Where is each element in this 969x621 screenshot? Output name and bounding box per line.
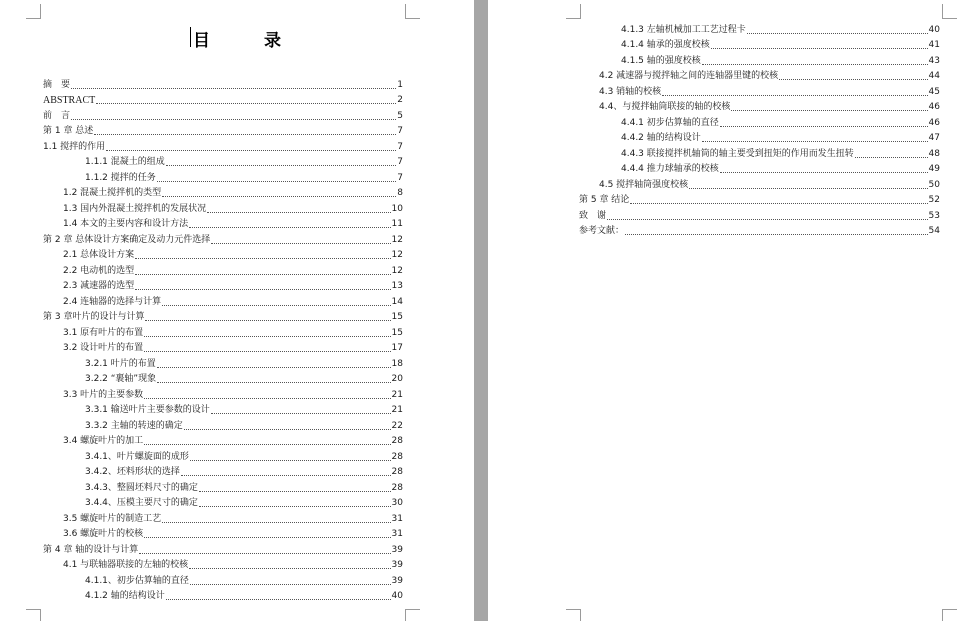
toc-entry[interactable] [43, 339, 403, 355]
toc-dot-leader [157, 382, 390, 383]
toc-entry[interactable] [43, 370, 403, 386]
toc-entry-page: 28 [391, 436, 403, 446]
crop-mark-top-left [566, 4, 581, 19]
toc-entry[interactable] [43, 106, 403, 122]
toc-dot-leader [106, 150, 396, 151]
toc-entry-page: 15 [391, 327, 403, 338]
toc-entry-page: 13 [391, 281, 403, 291]
toc-entry[interactable] [43, 540, 403, 556]
toc-entry-page: 39 [391, 544, 403, 555]
toc-dot-leader [162, 522, 390, 523]
toc-dot-leader [144, 398, 390, 399]
toc-entry-title: 3.2.1 叶片的布置 [85, 358, 156, 369]
toc-dot-leader [702, 141, 928, 142]
toc-entry[interactable] [579, 175, 940, 191]
toc-entry[interactable] [579, 144, 940, 160]
toc-entry-title: 4.1.3 左轴机械加工工艺过程卡 [621, 24, 746, 35]
toc-entry-title: 第 5 章 结论 [579, 195, 630, 205]
toc-entry[interactable] [579, 98, 940, 114]
toc-entry-title: 3.4.2、坯料形状的选择 [85, 467, 180, 477]
toc-entry[interactable] [579, 129, 940, 145]
toc-dot-leader [190, 584, 391, 585]
toc-entry-title: 第 4 章 轴的设计与计算 [43, 544, 139, 555]
toc-entry-title: 2.2 电动机的选型 [63, 265, 135, 276]
toc-dot-leader [144, 351, 390, 352]
toc-entry-page: 22 [391, 420, 403, 431]
toc-entry[interactable] [43, 215, 403, 231]
toc-dot-leader [189, 227, 390, 228]
toc-entry-title: 4.4.2 轴的结构设计 [621, 133, 701, 143]
toc-dot-leader [211, 413, 391, 414]
toc-dot-leader [162, 196, 396, 197]
toc-entry-title: 参考文献： [579, 226, 625, 236]
toc-entry-title: 3.3.1 输送叶片主要参数的设计 [85, 405, 210, 415]
toc-entry-title: 4.2 减速器与搅拌轴之间的连轴器里键的校核 [599, 71, 779, 81]
toc-entry-page: 46 [928, 117, 940, 128]
toc-entry[interactable] [43, 463, 403, 479]
toc-entry-title: 致 谢 [579, 210, 607, 221]
toc-entry-title: 3.4.1、叶片螺旋面的成形 [85, 451, 189, 462]
toc-entry-title: 4.1.2 轴的结构设计 [85, 591, 165, 601]
toc-entry-page: 12 [391, 265, 403, 276]
toc-entry-title: 4.5 搅拌轴筒强度校核 [599, 179, 689, 190]
toc-entry-page: 46 [928, 102, 940, 112]
toc-entry-page: 50 [928, 179, 940, 190]
toc-entry[interactable] [43, 587, 403, 603]
toc-entry-page: 5 [397, 110, 403, 121]
toc-entry[interactable] [43, 137, 403, 153]
toc-entry-page: 12 [391, 250, 403, 260]
toc-entry-page: 31 [391, 513, 403, 524]
toc-entry[interactable] [43, 277, 403, 293]
toc-entry-page: 49 [928, 164, 940, 174]
toc-dot-leader [731, 110, 927, 111]
toc-entry-page: 15 [391, 312, 403, 322]
toc-dot-leader [145, 320, 390, 321]
crop-mark-bottom-left [26, 609, 41, 621]
toc-entry-page: 7 [397, 172, 403, 183]
toc-entry-title: 1.1.2 搅拌的任务 [85, 172, 156, 183]
toc-dot-leader [720, 126, 928, 127]
toc-entry-page: 7 [397, 141, 403, 152]
toc-dot-leader [720, 172, 928, 173]
toc-entry[interactable] [579, 67, 940, 83]
toc-entry-title: 3.4.3、整圆坯料尺寸的确定 [85, 482, 198, 493]
toc-entry-title: 3.1 原有叶片的布置 [63, 327, 144, 338]
toc-entry-title: 3.4.4、压模主要尺寸的确定 [85, 498, 198, 508]
toc-dot-leader [779, 79, 927, 80]
toc-entry-title: 第 2 章 总体设计方案确定及动力元件选择 [43, 234, 211, 245]
toc-dot-leader [199, 506, 391, 507]
toc-entry[interactable] [43, 184, 403, 200]
toc-entry[interactable] [43, 416, 403, 432]
toc-entry[interactable] [43, 199, 403, 215]
toc-entry-page: 17 [391, 343, 403, 353]
toc-entry[interactable] [579, 191, 940, 207]
toc-entry-page: 28 [391, 482, 403, 493]
crop-mark-top-left [26, 4, 41, 19]
toc-entry-title: 3.3.2 主轴的转速的确定 [85, 420, 183, 431]
toc-entry-title: 前 言 [43, 110, 71, 121]
toc-dot-leader [135, 289, 390, 290]
toc-entry-title: 2.1 总体设计方案 [63, 250, 135, 260]
toc-entry-title: 3.3 叶片的主要参数 [63, 389, 144, 400]
toc-entry-title: 第 1 章 总述 [43, 126, 94, 136]
toc-entry-title: 2.4 连轴器的选择与计算 [63, 296, 162, 307]
toc-entry[interactable] [43, 571, 403, 587]
toc-dot-leader [689, 188, 927, 189]
toc-entry-page: 41 [928, 40, 940, 50]
toc-entry-title: 摘 要 [43, 79, 71, 90]
toc-entry-page: 39 [391, 575, 403, 586]
toc-dot-leader [184, 429, 391, 430]
toc-dot-leader [207, 212, 390, 213]
toc-entry-title: 4.4.1 初步估算轴的直径 [621, 117, 719, 128]
crop-mark-bottom-left [566, 609, 581, 621]
toc-entry-title: 1.2 混凝土搅拌机的类型 [63, 188, 162, 198]
toc-entry[interactable] [43, 385, 403, 401]
toc-title: 目 录 [193, 31, 305, 51]
crop-mark-bottom-right [405, 609, 420, 621]
toc-entry[interactable] [579, 82, 940, 98]
toc-entry-title: 4.4.4 推力球轴承的校核 [621, 164, 719, 174]
toc-entry-title: 1.3 国内外混凝土搅拌机的发展状况 [63, 203, 207, 214]
toc-dot-leader [135, 258, 390, 259]
toc-entry-page: 20 [391, 374, 403, 384]
toc-entry[interactable] [43, 556, 403, 572]
toc-dot-leader [166, 599, 391, 600]
toc-dot-leader [162, 305, 390, 306]
toc-entry-title: 3.2 设计叶片的布置 [63, 343, 144, 353]
toc-entry[interactable] [43, 432, 403, 448]
toc-entry[interactable] [43, 308, 403, 324]
toc-entry-title: 3.6 螺旋叶片的校核 [63, 529, 144, 539]
toc-dot-leader [189, 568, 390, 569]
toc-entry[interactable] [43, 75, 403, 91]
toc-entry-title: 1.1.1 混凝土的组成 [85, 157, 165, 167]
crop-mark-top-right [942, 4, 957, 19]
toc-entry-page: 11 [391, 219, 403, 229]
toc-entry-page: 43 [928, 55, 940, 66]
toc-entry-page: 14 [391, 296, 403, 307]
document-page-right [488, 0, 969, 621]
toc-dot-leader [144, 537, 390, 538]
toc-entry-page: 39 [391, 560, 403, 570]
toc-entry[interactable] [43, 525, 403, 541]
toc-dot-leader [630, 203, 927, 204]
toc-entry-page: 28 [391, 451, 403, 462]
toc-dot-leader [747, 33, 928, 34]
toc-entry[interactable] [43, 122, 403, 138]
toc-entry-title: 4.1.5 轴的强度校核 [621, 55, 701, 66]
toc-entry[interactable] [579, 51, 940, 67]
toc-entry-page: 28 [391, 467, 403, 477]
toc-entry-title: 4.1 与联轴器联接的左轴的校核 [63, 560, 189, 570]
toc-entry-title: 4.4.3 联接搅拌机轴筒的轴主要受到扭矩的作用而发生扭转 [621, 148, 854, 159]
toc-entry-page: 48 [928, 148, 940, 159]
toc-entry-page: 8 [397, 188, 403, 198]
toc-dot-leader [855, 157, 928, 158]
toc-entry-page: 21 [391, 389, 403, 400]
toc-entry-title: 3.5 螺旋叶片的制造工艺 [63, 513, 162, 524]
toc-entry-page: 18 [391, 358, 403, 369]
toc-dot-leader [157, 367, 391, 368]
toc-entry-title: 3.4 螺旋叶片的加工 [63, 436, 144, 446]
toc-dot-leader [181, 475, 391, 476]
toc-entry[interactable] [43, 261, 403, 277]
toc-dot-leader [702, 64, 928, 65]
toc-entry[interactable] [43, 91, 403, 107]
toc-entry[interactable] [43, 401, 403, 417]
toc-entry[interactable] [43, 153, 403, 169]
toc-entry-page: 45 [928, 86, 940, 97]
toc-dot-leader [94, 134, 396, 135]
toc-entry-page: 12 [391, 234, 403, 245]
toc-dot-leader [607, 219, 928, 220]
toc-entry-title: 第 3 章叶片的设计与计算 [43, 312, 145, 322]
toc-entry[interactable] [43, 168, 403, 184]
toc-entry-page: 30 [391, 498, 403, 508]
toc-entry-title: 4.3 销轴的校核 [599, 86, 662, 97]
toc-entry[interactable] [43, 478, 403, 494]
toc-entry-title: 2.3 减速器的选型 [63, 281, 135, 291]
toc-entry[interactable] [43, 447, 403, 463]
toc-entry[interactable] [43, 246, 403, 262]
toc-dot-leader [190, 460, 391, 461]
toc-entry-page: 44 [928, 71, 940, 81]
toc-dot-leader [135, 274, 390, 275]
toc-entry-page: 7 [397, 157, 403, 167]
toc-entry-page: 1 [397, 79, 403, 90]
toc-entry-page: 2 [397, 95, 403, 105]
toc-dot-leader [157, 181, 397, 182]
crop-mark-bottom-right [942, 609, 957, 621]
toc-entry[interactable] [43, 354, 403, 370]
toc-entry[interactable] [579, 20, 940, 36]
text-cursor [190, 27, 191, 47]
toc-entry[interactable] [43, 509, 403, 525]
toc-dot-leader [711, 48, 928, 49]
toc-entry-page: 53 [928, 210, 940, 221]
toc-entry-page: 40 [391, 591, 403, 601]
toc-dot-leader [96, 103, 396, 104]
toc-dot-leader [211, 243, 390, 244]
toc-entry-title: 4.4、与搅拌轴筒联接的轴的校核 [599, 102, 731, 112]
toc-entry[interactable] [43, 292, 403, 308]
toc-entry[interactable] [579, 160, 940, 176]
toc-dot-leader [662, 95, 927, 96]
toc-entry-page: 47 [928, 133, 940, 143]
document-page-left [0, 0, 474, 621]
toc-entry[interactable] [43, 230, 403, 246]
toc-dot-leader [144, 444, 390, 445]
toc-entry[interactable] [579, 206, 940, 222]
toc-list-left [43, 75, 403, 602]
toc-entry-page: 21 [391, 405, 403, 415]
toc-dot-leader [71, 88, 396, 89]
toc-entry[interactable] [43, 323, 403, 339]
toc-entry-title: 1.1 搅拌的作用 [43, 141, 106, 152]
toc-entry-title: ABSTRACT [43, 95, 96, 106]
toc-list-right [579, 20, 940, 237]
crop-mark-top-right [405, 4, 420, 19]
toc-entry[interactable] [579, 36, 940, 52]
toc-entry-title: 4.1.4 轴承的强度校核 [621, 40, 710, 50]
toc-entry-page: 52 [928, 195, 940, 205]
toc-entry[interactable] [579, 222, 940, 238]
toc-entry-page: 54 [928, 226, 940, 236]
toc-entry[interactable] [579, 113, 940, 129]
toc-dot-leader [144, 336, 390, 337]
toc-entry-page: 31 [391, 529, 403, 539]
toc-entry-page: 10 [391, 203, 403, 214]
toc-entry-title: 1.4 本文的主要内容和设计方法 [63, 219, 189, 229]
toc-entry-page: 7 [397, 126, 403, 136]
toc-entry-title: 3.2.2 “裹轴”现象 [85, 374, 157, 384]
toc-dot-leader [625, 234, 928, 235]
toc-entry-page: 40 [928, 24, 940, 35]
toc-dot-leader [139, 553, 390, 554]
toc-dot-leader [199, 491, 391, 492]
toc-entry[interactable] [43, 494, 403, 510]
toc-entry-title: 4.1.1、初步估算轴的直径 [85, 575, 189, 586]
toc-dot-leader [71, 119, 396, 120]
toc-dot-leader [166, 165, 397, 166]
